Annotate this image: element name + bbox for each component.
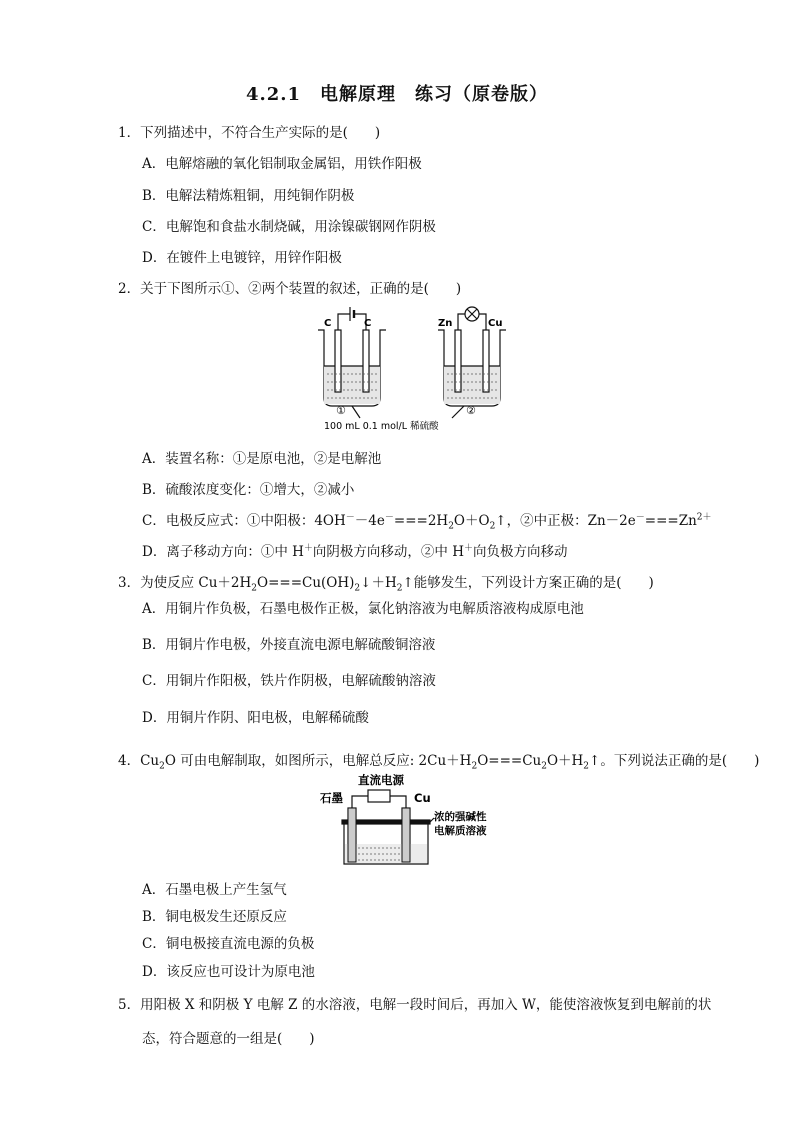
question-1-option-a: A．电解熔融的氧化铝制取金属铝，用铁作阳极 — [142, 156, 422, 172]
solution-note-2: 电解质溶液 — [434, 825, 487, 837]
question-2-figure — [300, 302, 510, 434]
graphite-label: 石墨 — [320, 791, 343, 805]
electrode-label-c1: C — [324, 318, 332, 329]
power-label: 直流电源 — [358, 773, 404, 787]
label-device-2: ② — [466, 404, 476, 417]
question-4-option-c: C．铜电极接直流电源的负极 — [142, 936, 315, 952]
question-1-option-d: D．在镀件上电镀锌，用锌作阳极 — [142, 250, 342, 266]
question-2-option-a: A．装置名称：①是原电池，②是电解池 — [142, 451, 382, 467]
question-2-option-b: B．硫酸浓度变化：①增大，②减小 — [142, 482, 355, 498]
electrode-label-c2-text: C — [364, 318, 372, 329]
page-title: 4.2.1 电解原理 练习（原卷版） — [245, 84, 549, 105]
question-3-stem: 3．为使反应 $Cu+2H_2O===Cu(OH)_2↓+H_2↑$能够发生，下列设计方案正确的是( ) — [118, 575, 654, 594]
question-1-option-b: B．电解法精炼粗铜，用纯铜作阴极 — [142, 188, 355, 204]
question-4-option-d: D．该反应也可设计为原电池 — [142, 964, 315, 980]
question-2-option-c: C．电极反应式：①中阳极：$4OH^--4e^-===2H_2O+O_2↑$，②中正极：$Zn-2e^-===Zn^{2+}$ — [142, 512, 712, 532]
question-3-option-d: D．用铜片作阴、阳电极，电解稀硫酸 — [142, 710, 369, 726]
solution-note-1: 浓的强碱性 — [434, 811, 487, 823]
question-3-option-c: C．用铜片作阳极，铁片作阴极，电解硫酸钠溶液 — [142, 673, 436, 689]
question-3-option-b: B．用铜片作电极，外接直流电源电解硫酸铜溶液 — [142, 637, 436, 653]
question-5-line-1: 5．用阳极 X 和阴极 Y 电解 Z 的水溶液，电解一段时间后，再加入 W，能使溶液恢复到电解前的状 — [118, 997, 712, 1013]
question-5-line-2: 态，符合题意的一组是( ) — [142, 1031, 315, 1047]
cu-label: Cu — [414, 791, 431, 805]
question-4-option-a: A．石墨电极上产生氢气 — [142, 882, 287, 898]
question-4-figure — [318, 772, 508, 870]
electrode-label-cu: Cu — [488, 318, 503, 329]
question-1-stem: 1．下列描述中，不符合生产实际的是( ) — [118, 125, 381, 141]
question-3-option-a: A．用铜片作负极，石墨电极作正极，氯化钠溶液为电解质溶液构成原电池 — [142, 601, 584, 617]
question-2-stem: 2．关于下图所示①、②两个装置的叙述，正确的是( ) — [118, 281, 462, 297]
electrode-label-zn: Zn — [438, 318, 453, 329]
question-1-option-c: C．电解饱和食盐水制烧碱，用涂镍碳钢网作阴极 — [142, 219, 436, 235]
question-4-option-b: B．铜电极发生还原反应 — [142, 909, 287, 925]
question-2-option-d: D．离子移动方向：①中 H＋向阴极方向移动，②中 H＋向负极方向移动 — [142, 543, 568, 560]
question-4-stem: 4．$Cu_2O$ 可由电解制取，如图所示，电解总反应: $2Cu+H_2O===Cu_2O+H_2↑$。下列说法正确的是( ) — [118, 753, 760, 772]
figure-caption: 100 mL 0.1 mol/L 稀硫酸 — [324, 421, 439, 432]
label-device-1: ① — [336, 404, 346, 417]
